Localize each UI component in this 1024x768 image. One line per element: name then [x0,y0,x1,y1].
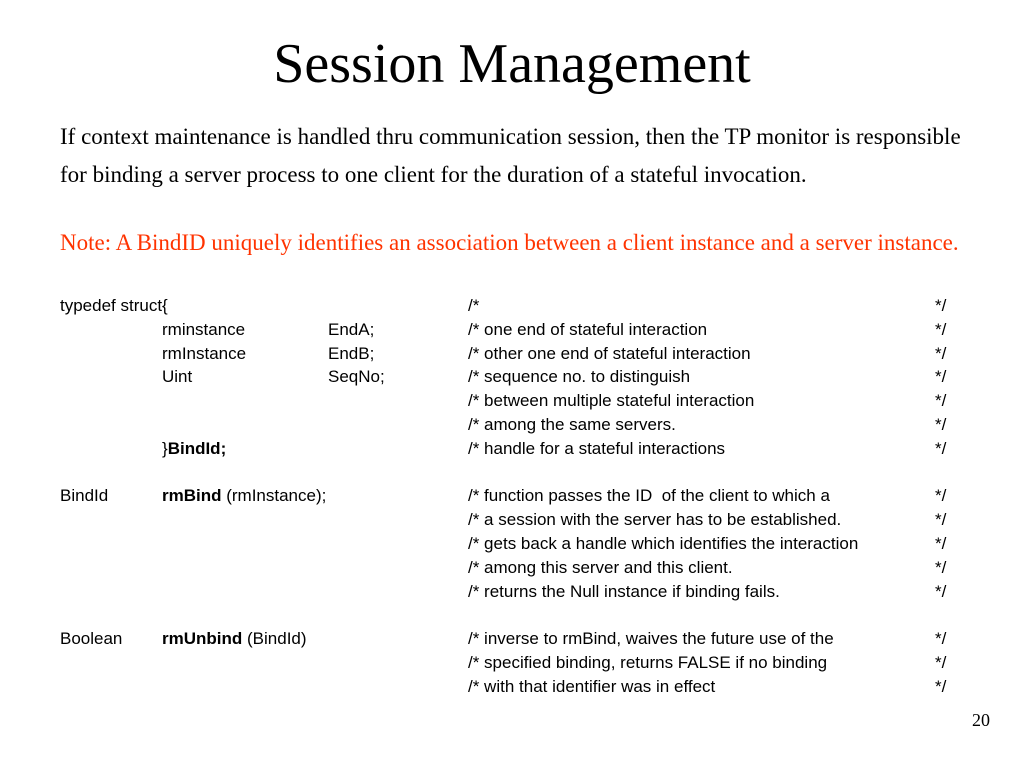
note-paragraph: Note: A BindID uniquely identifies an association between a client instance and a server instance. [60,230,959,255]
comment-open: /* [468,296,480,315]
code-row [60,532,960,556]
field-comment: /* sequence no. to distinguish [468,367,691,387]
comment-close: */ [935,296,947,315]
code-listing [60,294,960,699]
function-signature [162,484,326,508]
function-comment: /* a session with the server has to be established. [468,510,842,530]
function-signature [162,627,307,651]
function-comment: /* gets back a handle which identifies the interaction [468,533,859,553]
field-name: EndB; [328,343,375,363]
field-comment: /* handle for a stateful interactions [468,438,726,458]
return-type: BindId [60,486,109,506]
function-comment: /* inverse to rmBind, waives the future use of the [468,629,834,649]
code-row [60,651,960,675]
function-args: (BindId) [242,629,307,649]
struct-open: typedef struct{ [60,296,168,315]
return-type: Boolean [60,629,123,649]
field-type: rminstance [162,319,246,339]
field-comment: /* one end of stateful interaction [468,319,708,339]
field-name: SeqNo; [328,367,385,387]
page-number: 20 [972,710,990,730]
function-name: rmUnbind [162,629,243,649]
struct-close-name: BindId; [167,438,227,458]
code-row [60,556,960,580]
struct-close-brace: } [162,438,168,458]
comment-close: */ [935,343,947,363]
blank-line [60,603,960,627]
struct-close [162,437,226,461]
code-row [60,675,960,699]
comment-close: */ [935,486,947,506]
field-comment: /* other one end of stateful interaction [468,343,751,363]
comment-close: */ [935,319,947,339]
comment-close: */ [935,367,947,387]
field-type: Uint [162,367,193,387]
slide-title: Session Management [273,33,751,95]
code-row [60,342,960,366]
code-row [60,318,960,342]
blank-line [60,461,960,485]
code-row [60,389,960,413]
comment-close: */ [935,557,947,577]
field-comment: /* among the same servers. [468,414,676,434]
code-row [60,294,960,318]
field-type: rmInstance [162,343,247,363]
comment-close: */ [935,581,947,601]
code-row [60,627,960,651]
code-row [60,437,960,461]
field-name: EndA; [328,319,375,339]
code-row [60,413,960,437]
function-comment: /* function passes the ID of the client to which a [468,486,830,506]
function-comment: /* among this server and this client. [468,557,733,577]
function-name: rmBind [162,486,222,506]
comment-close: */ [935,414,947,434]
comment-close: */ [935,533,947,553]
comment-close: */ [935,391,947,411]
function-comment: /* with that identifier was in effect [468,676,716,696]
comment-close: */ [935,510,947,530]
function-args: (rmInstance); [221,486,327,506]
comment-close: */ [935,652,947,672]
intro-paragraph: If context maintenance is handled thru communication session, then the TP monitor is responsible for binding a server process to one client for the duration of a stateful invocation. [60,124,961,187]
code-row [60,484,960,508]
code-row [60,508,960,532]
field-comment: /* between multiple stateful interaction [468,391,755,411]
function-comment: /* specified binding, returns FALSE if no binding [468,652,828,672]
function-comment: /* returns the Null instance if binding fails. [468,581,780,601]
comment-close: */ [935,676,947,696]
comment-close: */ [935,629,947,649]
code-row [60,580,960,604]
code-row [60,365,960,389]
comment-close: */ [935,438,947,458]
